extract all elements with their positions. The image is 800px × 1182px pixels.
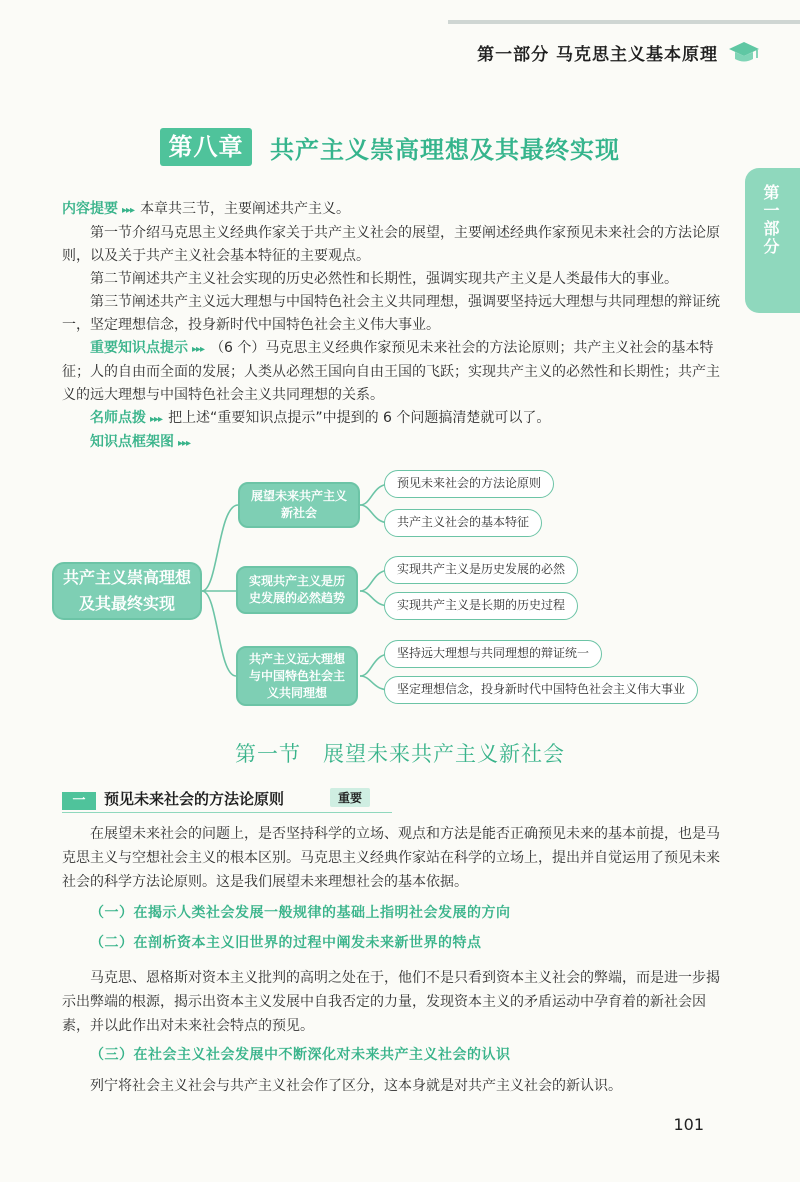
subsection-underline	[62, 812, 392, 813]
mind-map-leaf-3-2: 坚定理想信念，投身新时代中国特色社会主义伟大事业	[384, 676, 698, 704]
summary-paragraph-3: 第三节阐述共产主义远大理想与中国特色社会主义共同理想，强调要坚持远大理想与共同理想的辩证统一，坚定理想信念，投身新时代中国特色社会主义伟大事业。	[62, 294, 720, 333]
summary-label: 内容提要	[62, 201, 118, 217]
teacher-tip-label: 名师点拨	[90, 410, 146, 426]
framework-label: 知识点框架图	[90, 434, 174, 450]
mind-map-branch-3: 共产主义远大理想与中国特色社会主义共同理想	[236, 646, 358, 706]
key-points	[62, 337, 727, 407]
body-heading-1: （一）在揭示人类社会发展一般规律的基础上指明社会发展的方向	[90, 905, 511, 921]
subsection-title: 预见未来社会的方法论原则	[104, 790, 285, 808]
mind-map-root: 共产主义崇高理想及其最终实现	[52, 562, 202, 620]
mind-map-branch-1: 展望未来共产主义新社会	[238, 482, 360, 528]
running-header: 第一部分 马克思主义基本原理	[477, 45, 718, 65]
header-rule	[448, 20, 800, 24]
mind-map-leaf-2-2: 实现共产主义是长期的历史过程	[384, 592, 578, 620]
mind-map-leaf-3-1: 坚持远大理想与共同理想的辩证统一	[384, 640, 602, 668]
part-side-tab	[745, 168, 800, 313]
page-number: 101	[673, 1115, 704, 1134]
side-tab-label: 第一部分	[761, 184, 780, 256]
chapter-summary	[62, 198, 727, 455]
key-points-label: 重要知识点提示	[90, 340, 188, 356]
summary-paragraph-1: 第一节介绍马克思主义经典作家关于共产主义社会的展望，主要阐述经典作家预见未来社会的方法论原则，以及关于共产主义社会基本特征的主要观点。	[62, 225, 720, 264]
triple-arrow-icon: ▸▸▸	[122, 205, 135, 216]
teacher-tip-text: 把上述“重要知识点提示”中提到的 6 个问题搞清楚就可以了。	[168, 410, 551, 426]
body-heading-2: （二）在剖析资本主义旧世界的过程中阐发未来新世界的特点	[90, 935, 482, 951]
key-points-text: （6 个）马克思主义经典作家预见未来社会的方法论原则；共产主义社会的基本特征；人的自由而全面的发展；人类从必然王国向自由王国的飞跃；实现共产主义的必然性和长期性；共产主义的远大理想与中国特色社会主义共同理想的关系。	[62, 340, 720, 403]
important-badge: 重要	[330, 788, 370, 807]
triple-arrow-icon: ▸▸▸	[150, 414, 163, 425]
body-paragraph-1: 在展望未来社会的问题上，是否坚持科学的立场、观点和方法是能否正确预见未来的基本前提，也是马克思主义与空想社会主义的根本区别。马克思主义经典作家站在科学的立场上，提出并自觉运用了预见未来社会的科学方法论原则。这是我们展望未来理想社会的基本依据。	[62, 826, 720, 890]
summary-intro	[62, 198, 727, 222]
chapter-title: 共产主义崇高理想及其最终实现	[270, 136, 620, 164]
summary-paragraph-2: 第二节阐述共产主义社会实现的历史必然性和长期性，强调实现共产主义是人类最伟大的事业。	[90, 271, 678, 287]
triple-arrow-icon: ▸▸▸	[178, 438, 191, 449]
triple-arrow-icon: ▸▸▸	[192, 344, 205, 355]
mind-map-branch-2: 实现共产主义是历史发展的必然趋势	[236, 566, 358, 614]
mind-map-leaf-1-2: 共产主义社会的基本特征	[384, 509, 542, 537]
body-heading-3: （三）在社会主义社会发展中不断深化对未来共产主义社会的认识	[90, 1047, 511, 1063]
chapter-number-tag: 第八章	[160, 128, 252, 166]
framework-heading	[62, 431, 727, 455]
subsection-number: 一	[62, 792, 96, 810]
teacher-tip	[62, 407, 727, 431]
mind-map-leaf-1-1: 预见未来社会的方法论原则	[384, 470, 554, 498]
section-title: 第一节 展望未来共产主义新社会	[235, 742, 565, 766]
body-paragraph-2: 马克思、恩格斯对资本主义批判的高明之处在于，他们不是只看到资本主义社会的弊端，而是进一步揭示出弊端的根源，揭示出资本主义发展中自我否定的力量，发现资本主义的矛盾运动中孕育着的新社会因素，并以此作出对未来社会特点的预见。	[62, 970, 720, 1034]
mind-map-leaf-2-1: 实现共产主义是历史发展的必然	[384, 556, 578, 584]
body-paragraph-3: 列宁将社会主义社会与共产主义社会作了区分，这本身就是对共产主义社会的新认识。	[90, 1078, 622, 1094]
summary-intro-text: 本章共三节，主要阐述共产主义。	[140, 201, 351, 217]
graduation-cap-icon	[728, 36, 760, 68]
